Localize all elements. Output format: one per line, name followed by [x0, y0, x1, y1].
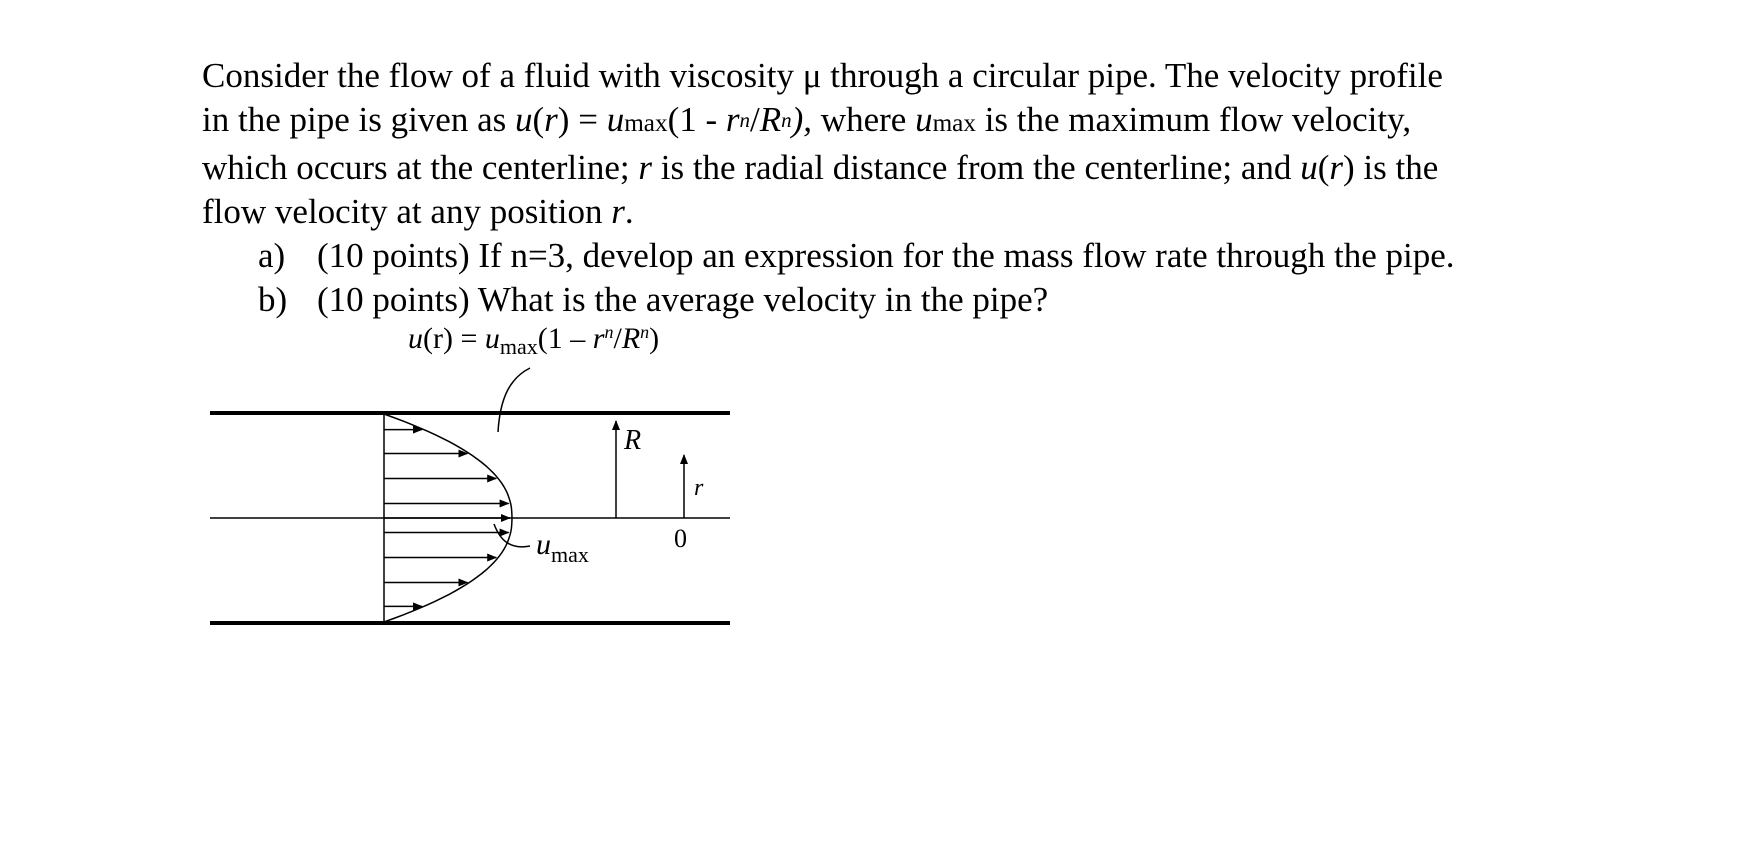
formula-leader-line — [498, 368, 530, 432]
question-a — [202, 234, 1622, 278]
problem-line-4 — [202, 190, 1622, 234]
text-segment: ) = — [557, 100, 607, 139]
text-segment: is the radial distance from the centerline; and — [651, 148, 1301, 187]
formula-r: (r) — [423, 322, 453, 355]
text-segment: / — [750, 100, 760, 139]
var-umax-sub: max — [624, 110, 668, 137]
label-zero: 0 — [674, 524, 687, 553]
text-segment: which occurs at the centerline; — [202, 148, 639, 187]
text-segment: ), — [791, 100, 813, 139]
var-umax-sub: max — [932, 110, 976, 137]
var-n: n — [739, 107, 751, 132]
problem-line-2 — [202, 98, 1622, 146]
var-u: u — [1300, 148, 1318, 187]
text-segment: in the pipe is given as — [202, 100, 516, 139]
formula-rest: (1 – — [537, 322, 593, 355]
figure-formula — [408, 322, 659, 359]
var-umax-u: u — [606, 100, 625, 139]
question-marker: b) — [258, 280, 288, 319]
label-umax — [536, 528, 589, 567]
var-r: r — [544, 100, 558, 139]
problem-line-3 — [202, 146, 1622, 190]
var-u: u — [515, 100, 533, 139]
var-umax-u: u — [915, 100, 933, 139]
formula-u: u — [408, 322, 423, 355]
label-r: r — [694, 475, 704, 501]
question-b — [202, 278, 1622, 322]
label-umax-sub: max — [551, 542, 589, 567]
formula-eq: = — [452, 322, 485, 355]
text-segment: ) is the — [1342, 148, 1439, 187]
formula-umax-u: u — [484, 322, 500, 355]
text-segment: (1 - — [667, 100, 726, 139]
question-text: (10 points) If n=3, develop an expression for the mass flow rate through the pipe. — [317, 236, 1455, 275]
pipe-velocity-figure — [200, 318, 760, 638]
text-segment: is the maximum flow velocity, — [975, 100, 1412, 139]
text-segment: ( — [532, 100, 545, 139]
text-segment: . — [624, 192, 634, 231]
var-r: r — [611, 192, 625, 231]
var-r: r — [638, 148, 652, 187]
formula-rest-r: r — [592, 322, 605, 355]
var-R: R — [759, 100, 782, 139]
formula-rest-n: n — [604, 322, 614, 342]
text-segment: Consider the flow of a fluid with viscosity μ through a circular pipe. The velocity profile — [202, 56, 1443, 95]
text-segment: flow velocity at any position — [202, 192, 612, 231]
text-segment: where — [812, 100, 916, 139]
var-r: r — [725, 100, 740, 139]
label-umax-u: u — [536, 528, 551, 561]
text-segment: ( — [1317, 148, 1330, 187]
formula-rest-close: ) — [649, 322, 660, 355]
problem-statement — [202, 54, 1622, 322]
formula-umax-sub: max — [499, 334, 538, 359]
formula-rest-n: n — [640, 322, 650, 342]
problem-line-1 — [202, 54, 1622, 98]
formula-rest-R: R — [621, 322, 641, 355]
var-r: r — [1329, 148, 1343, 187]
formula-rest-slash: / — [613, 322, 622, 355]
label-R: R — [624, 425, 642, 456]
question-marker: a) — [258, 236, 286, 275]
pipe-diagram — [200, 318, 760, 638]
question-text: (10 points) What is the average velocity in the pipe? — [317, 280, 1049, 319]
var-n: n — [781, 107, 792, 132]
velocity-arrows — [384, 430, 510, 607]
